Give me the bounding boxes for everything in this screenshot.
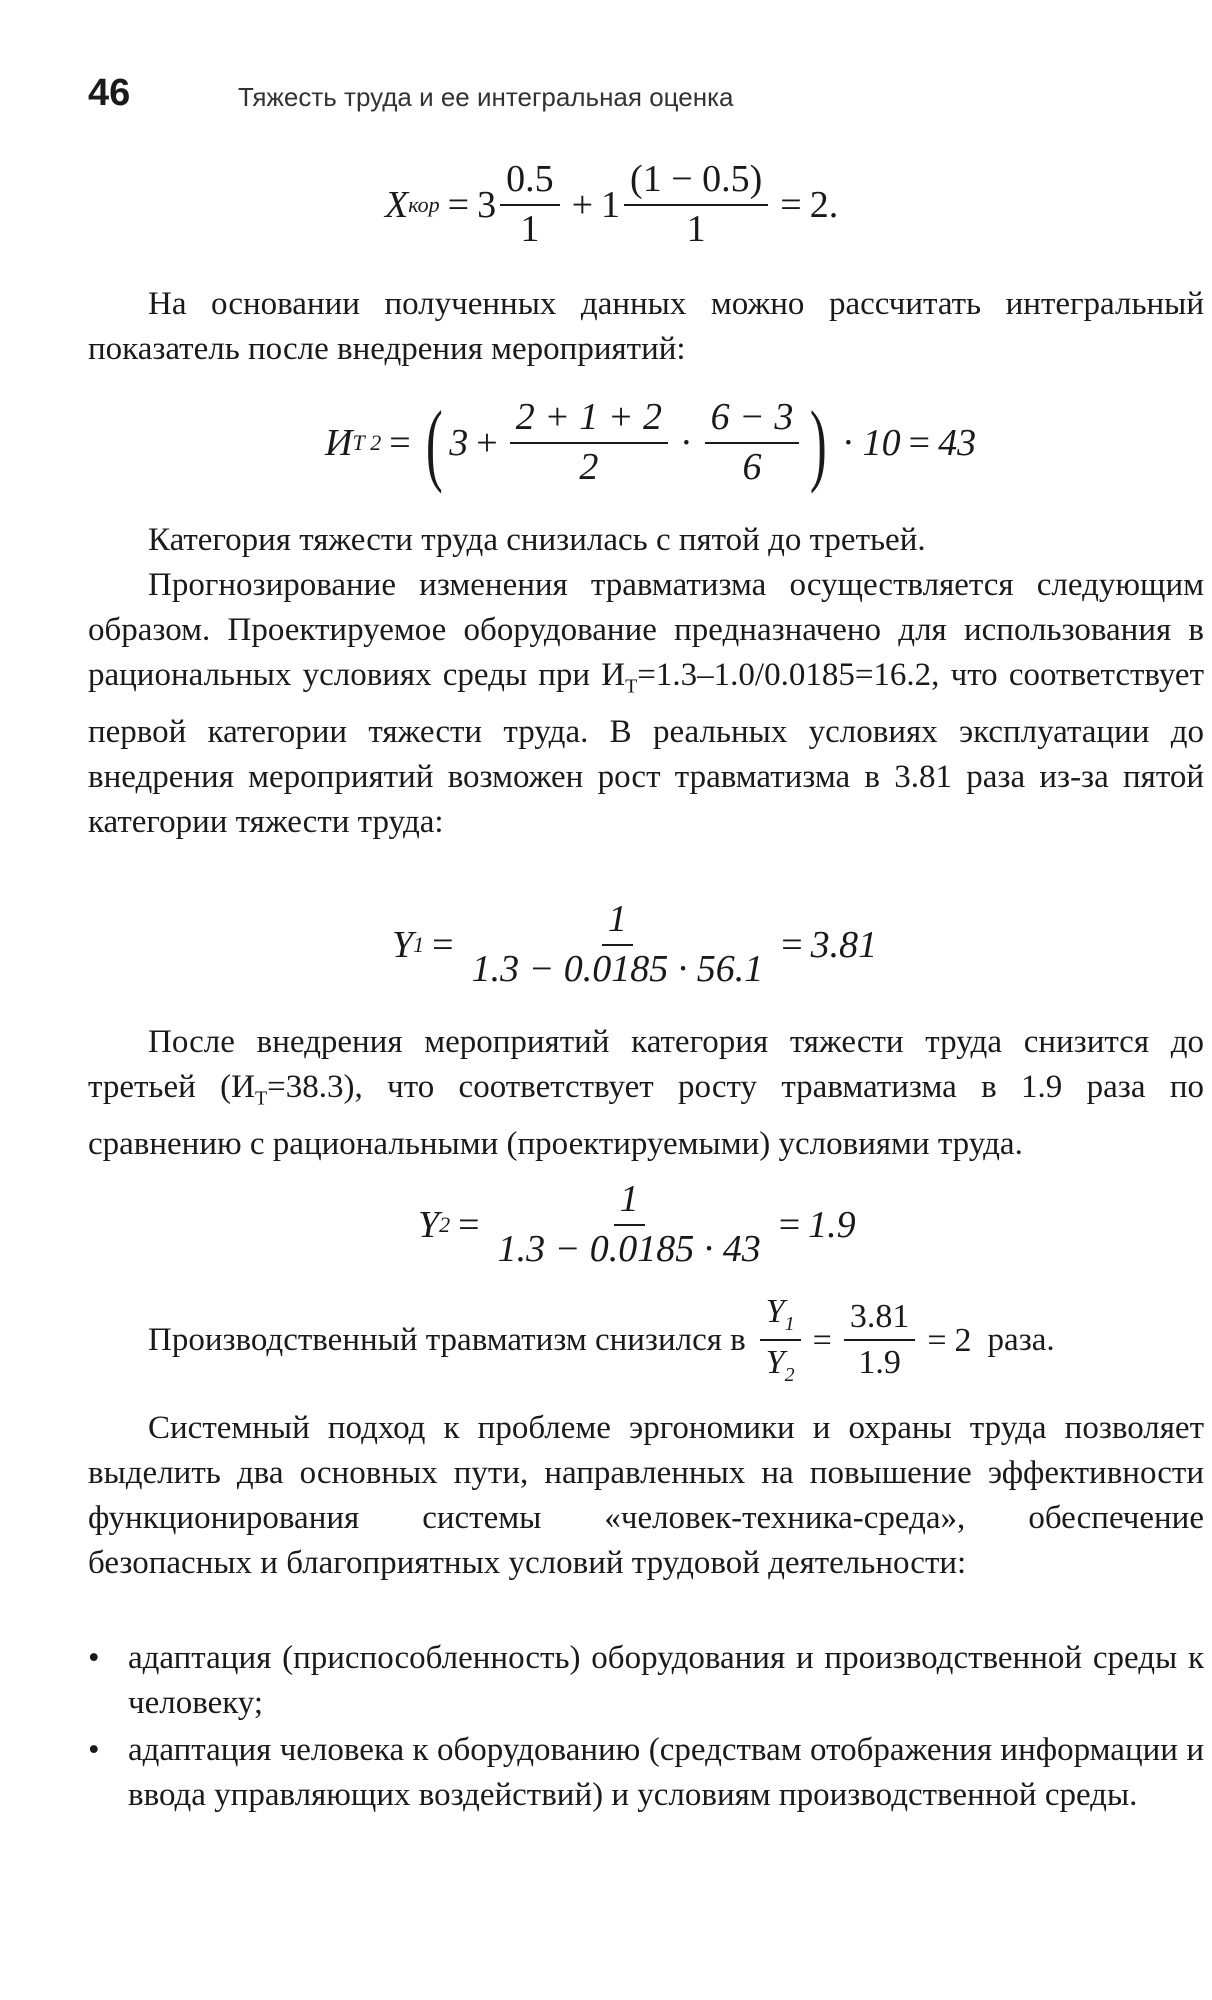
paragraph-5-text: Производственный травматизм снизился в	[148, 1321, 746, 1358]
paragraph-4-sub: Т	[254, 1087, 268, 1110]
eq3-lhs: Y	[392, 924, 414, 966]
para5-frac-y: $\frac{Y_1}{Y_2}$	[760, 1294, 801, 1386]
bullet-text-1: адаптация (приспособленность) оборудования и производственной среды к человеку;	[128, 1640, 1204, 1721]
para5-frac-values: $\frac{3.81}{1.9}$	[844, 1299, 916, 1380]
eq4-frac: $\frac{1}{1.3 - 0.0185 \cdot 43}$	[497, 1178, 761, 1270]
paragraph-3	[88, 563, 1204, 845]
paragraph-3-b: =1.3–1.0/0.0185=16.2, что соответствует первой категории тяжести труда. В реальных условиях эксплуатации до внедрения мероприятий возможен рост травматизма в 3.81 раза из-за пятой категории тяжести труда:	[88, 657, 1204, 840]
eq2-term: 3	[449, 422, 469, 464]
bullet-item-2	[88, 1728, 1204, 1863]
paragraph-3-a: Прогнозирование изменения травматизма осуществляется следующим образом. Проектируемое оборудование предназначено для использования в рациональных условиях среды при И	[88, 567, 1204, 693]
paragraph-2: Категория тяжести труда снизилась с пятой до третьей.	[148, 522, 926, 558]
equation-x-kor: X кор = 3 $\frac{0.5}{1}$ + 1 $\frac{(1 - 0.5)}{1}$ = 2 .	[385, 158, 839, 250]
paragraph-4-a: После внедрения мероприятий категория тяжести труда снизится до третьей (И	[88, 1024, 1204, 1105]
eq2-lhs-sub: Т 2	[352, 430, 382, 455]
eq1-lhs-sub: кор	[408, 192, 440, 217]
eq1-result: 2	[809, 184, 829, 226]
para5-unit: раза.	[987, 1321, 1055, 1358]
eq4-lhs: Y	[418, 1204, 440, 1246]
page-header	[88, 72, 1128, 132]
eq2-result: 43	[938, 422, 977, 464]
eq1-lhs: X	[385, 184, 409, 226]
bullet-item-1	[88, 1636, 1204, 1726]
paragraph-3-sub: Т	[625, 675, 638, 698]
eq4-lhs-sub: 2	[439, 1212, 451, 1237]
bullet-text-2: адаптация человека к оборудованию (средствам отображения информации и ввода управляющих воздействий) и условиям производственной среды.	[128, 1732, 1204, 1813]
eq2-mult: 10	[862, 422, 901, 464]
eq2-lhs: И	[325, 422, 353, 464]
paragraph-4-b: =38.3), что соответствует росту травматизма в 1.9 раза по сравнению с рациональными (проектируемыми) условиями труда.	[88, 1069, 1204, 1162]
page-number: 46	[88, 72, 131, 114]
equation-y1: Y 1 = $\frac{1}{1.3 - 0.0185 \cdot 56.1}$ = 3.81	[392, 898, 878, 990]
equation-y2: Y 2 = $\frac{1}{1.3 - 0.0185 \cdot 43}$ = 1.9	[418, 1178, 856, 1270]
bullet-icon: •	[88, 1640, 100, 1676]
eq3-result: 3.81	[810, 924, 878, 966]
para5-result: 2	[954, 1321, 972, 1359]
eq1-coef1: 3	[477, 184, 497, 226]
paragraph-5: Производственный травматизм снизился в $\frac{Y_1}{Y_2}$ = $\frac{3.81}{1.9}$ = 2 раза.	[148, 1293, 1055, 1386]
eq2-frac2: $\frac{6 - 3}{6}$	[705, 398, 800, 488]
eq2-frac1: $\frac{2 + 1 + 2}{2}$	[510, 398, 668, 488]
running-title: Тяжесть труда и ее интегральная оценка	[238, 82, 734, 112]
eq3-lhs-sub: 1	[413, 932, 425, 957]
eq1-frac2: $\frac{(1 - 0.5)}{1}$	[624, 160, 768, 250]
equation-it2: И Т 2 = ( 3 + $\frac{2 + 1 + 2}{2}$ · $\frac{6 - 3}{6}$ ) · 10 = 43	[325, 392, 977, 494]
eq3-frac: $\frac{1}{1.3 - 0.0185 \cdot 56.1}$	[471, 898, 764, 990]
paragraph-4	[88, 1020, 1204, 1167]
eq4-result: 1.9	[808, 1204, 856, 1246]
paragraph-6: Системный подход к проблеме эргономики и охраны труда позволяет выделить два основных пути, направленных на повышение эффективности функционирования системы «человек-техника-среда», обеспечение безопасных и благоприятных условий трудовой деятельности:	[88, 1410, 1204, 1581]
eq1-coef2: 1	[601, 184, 621, 226]
bullet-icon: •	[88, 1732, 100, 1768]
paragraph-1: На основании полученных данных можно рассчитать интегральный показатель после внедрения мероприятий:	[88, 286, 1204, 367]
eq1-frac1: $\frac{0.5}{1}$	[500, 160, 560, 250]
